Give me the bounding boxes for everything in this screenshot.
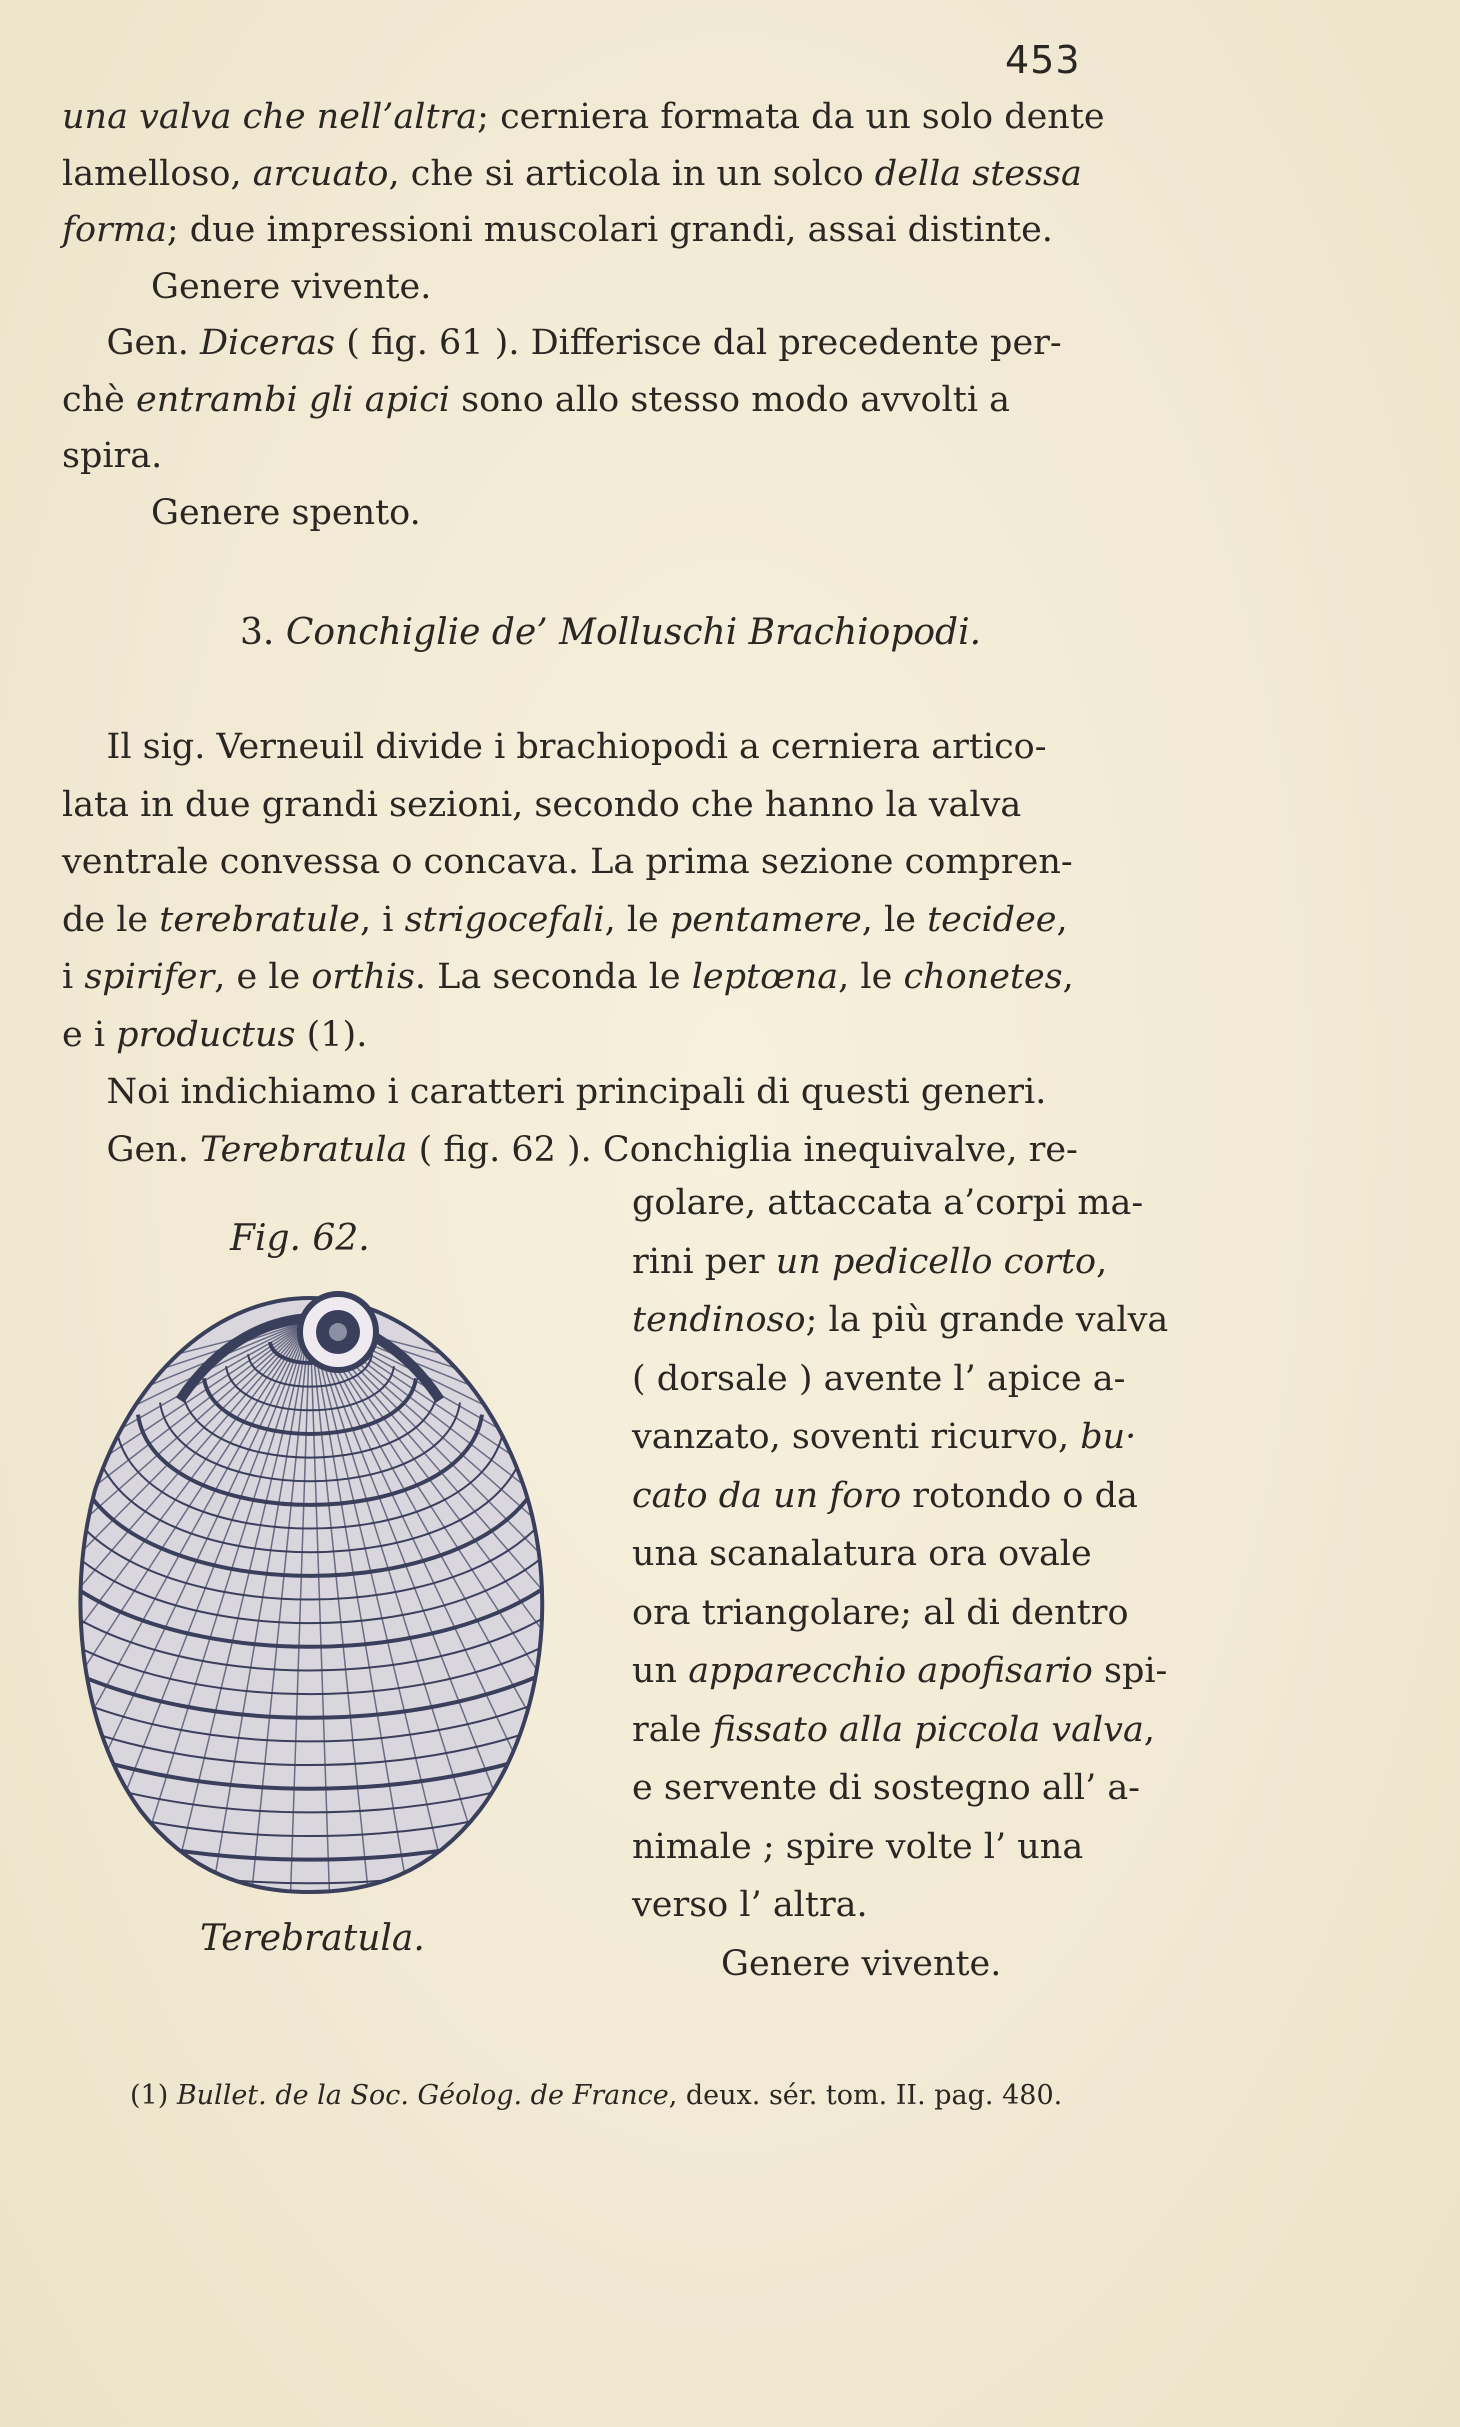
text-run: , [1096, 1241, 1108, 1282]
italic-text: entrambi gli apici [135, 379, 450, 420]
text-run: e servente di sostegno all’ a- [632, 1768, 1141, 1808]
text-run: , i [360, 899, 405, 940]
figure-label: Fig. 62. [230, 1218, 370, 1259]
text-run: , e le [214, 957, 312, 997]
italic-text: terebratule [159, 899, 361, 940]
text-run: lata in due grandi sezioni, secondo che hanno la valva [62, 784, 1022, 825]
text-line [632, 1300, 1169, 1340]
text-run: de le [62, 899, 160, 940]
text-line [632, 1592, 1129, 1633]
text-run: rini per [632, 1241, 776, 1282]
text-run: golare, attaccata a’corpi ma- [632, 1183, 1144, 1223]
italic-text: Diceras [199, 323, 336, 363]
text-line [62, 1014, 368, 1055]
page-number: 453 [1005, 38, 1081, 82]
italic-text: orthis [311, 957, 415, 997]
text-run: Il sig. Verneuil divide i brachiopodi a cerniera artico- [62, 727, 1047, 767]
text-run: (1) [130, 2080, 177, 2111]
text-run: ora triangolare; al di dentro [632, 1592, 1129, 1633]
text-line [62, 842, 1073, 882]
section-number: 3. [240, 612, 275, 653]
text-run: spi- [1092, 1651, 1168, 1691]
footnote [130, 2080, 1062, 2111]
italic-text: apparecchio apofisario [688, 1651, 1093, 1691]
text-run: rotondo o da [901, 1475, 1138, 1516]
text-line [632, 1417, 1137, 1457]
text-line [62, 1072, 1047, 1112]
italic-text: chonetes [903, 957, 1063, 997]
text-line [632, 1475, 1138, 1516]
italic-text: una valva che nell’altra [62, 97, 478, 137]
text-run: . La seconda le [414, 957, 692, 997]
text-run: ( fig. 61 ). Differisce dal precedente per- [335, 323, 1062, 363]
text-line [62, 1129, 1078, 1170]
text-line [62, 153, 1082, 194]
text-line [632, 1651, 1168, 1691]
italic-text: tendinoso [632, 1300, 806, 1340]
text-line [632, 1183, 1144, 1223]
text-line [62, 210, 1053, 250]
text-run: Genere vivente. [632, 1943, 1002, 1984]
text-run: , che si articola in un solco [388, 153, 875, 194]
text-line [632, 1826, 1084, 1867]
text-run: spira. [62, 436, 163, 476]
text-line [632, 1534, 1092, 1574]
text-run: Genere spento. [62, 492, 421, 533]
italic-text: tecidee [927, 899, 1057, 940]
text-line [632, 1709, 1155, 1750]
text-line [632, 1885, 868, 1925]
text-run: Gen. [62, 323, 200, 363]
italic-text: leptœna [691, 957, 839, 997]
italic-text: Terebratula [199, 1129, 408, 1170]
text-line [62, 899, 1068, 940]
text-run: sono allo stesso modo avvolti a [450, 379, 1010, 420]
italic-text: pentamere [669, 899, 862, 940]
text-line [62, 379, 1010, 420]
text-line [62, 492, 421, 533]
text-run: verso l’ altra. [632, 1885, 868, 1925]
text-run: ventrale convessa o concava. La prima sezione compren- [62, 842, 1073, 882]
italic-text: cato da un foro [632, 1475, 902, 1516]
text-run: ( fig. 62 ). Conchiglia inequivalve, re- [407, 1129, 1078, 1170]
text-run: ; due impressioni muscolari grandi, assai distinte. [166, 210, 1053, 250]
italic-text: bu· [1080, 1417, 1137, 1457]
italic-text: forma [62, 210, 167, 250]
italic-text: fissato alla piccola valva [712, 1709, 1144, 1750]
text-line [62, 957, 1074, 997]
section-title: Conchiglie de’ Molluschi Brachiopodi. [285, 612, 982, 653]
text-run: Genere vivente. [62, 266, 432, 307]
text-line [62, 323, 1062, 363]
text-line [632, 1358, 1126, 1399]
text-run: , le [604, 899, 670, 940]
section-heading [240, 612, 981, 653]
text-run: ; la più grande valva [805, 1300, 1169, 1340]
italic-text: Bullet. de la Soc. Géolog. de France [176, 2080, 669, 2111]
figure-caption: Terebratula. [200, 1918, 425, 1959]
italic-text: spirifer [84, 957, 215, 997]
text-run: Noi indichiamo i caratteri principali di questi generi. [62, 1072, 1047, 1112]
text-run: , [1062, 957, 1074, 997]
italic-text: productus [116, 1014, 296, 1055]
text-line [62, 727, 1047, 767]
italic-text: strigocefali [404, 899, 605, 940]
text-run: (1). [295, 1014, 368, 1055]
italic-text: della stessa [874, 153, 1082, 194]
italic-text: un pedicello corto [775, 1241, 1097, 1282]
text-run: , le [861, 899, 928, 940]
text-run: una scanalatura ora ovale [632, 1534, 1092, 1574]
text-run: vanzato, soventi ricurvo, [632, 1417, 1081, 1457]
text-run: ( dorsale ) avente l’ apice a- [632, 1358, 1126, 1399]
text-line [62, 97, 1105, 137]
text-run: ; cerniera formata da un solo dente [477, 97, 1105, 137]
text-run: e i [62, 1014, 117, 1055]
text-run: , deux. sér. tom. II. pag. 480. [668, 2080, 1063, 2111]
text-line [632, 1768, 1141, 1808]
text-line [62, 266, 432, 307]
text-run: un [632, 1651, 689, 1691]
text-run: , [1143, 1709, 1155, 1750]
text-run: rale [632, 1709, 713, 1750]
text-run: chè [62, 379, 136, 420]
text-line [62, 784, 1022, 825]
text-run: Gen. [62, 1129, 200, 1170]
text-run: lamelloso, [62, 153, 253, 194]
terebratula-shell-engraving [70, 1280, 550, 1900]
text-line [62, 436, 163, 476]
italic-text: arcuato [252, 153, 389, 194]
text-run: , le [838, 957, 904, 997]
text-run: , [1056, 899, 1068, 940]
text-line [632, 1943, 1002, 1984]
text-line [632, 1241, 1108, 1282]
text-run: nimale ; spire volte l’ una [632, 1826, 1084, 1867]
text-run: i [62, 957, 85, 997]
